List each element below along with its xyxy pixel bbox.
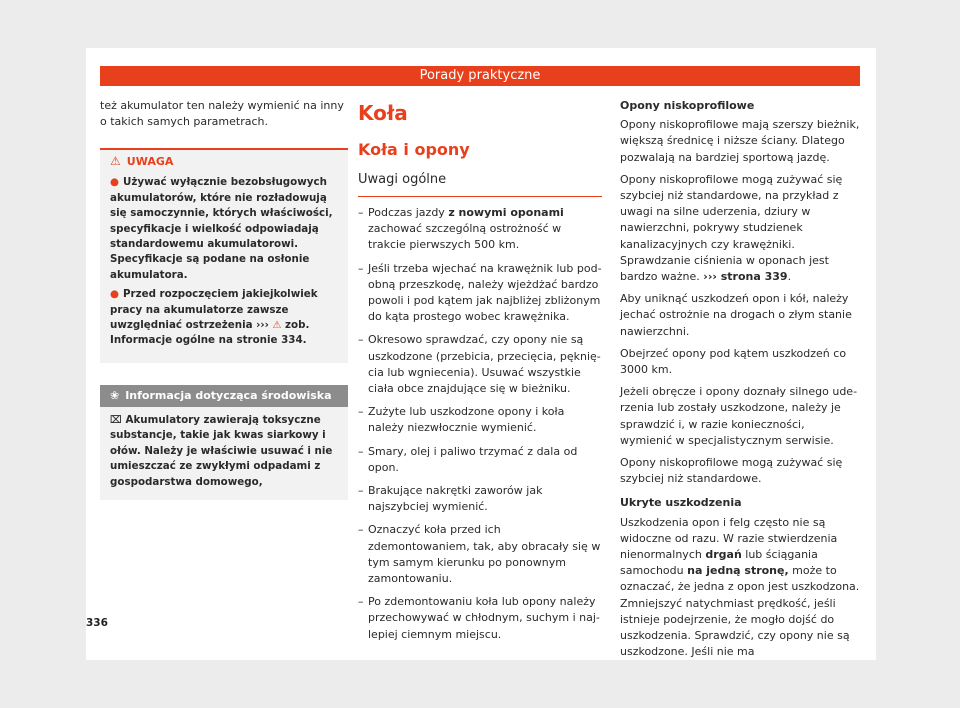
heading-wheels: Koła [358, 101, 408, 125]
environment-title: ❀ Informacja dotycząca środowiska [100, 385, 348, 407]
warning-box [100, 148, 348, 362]
column-right [620, 98, 860, 667]
paragraph: Opony niskoprofilowe mają szerszy bieżnik, większą średnicę i niższe ściany. Dlatego pozwalają na bardziej sportową jazdę. [620, 118, 860, 164]
dash-bullet: – [358, 595, 364, 609]
list-item: – Okresowo sprawdzać, czy opony nie są uszkodzone (przebicia, przecięcia, pęknięcia lub wgniecenia). Usuwać wszystkie ciała obce znajdujące się w bieżniku. [358, 333, 601, 396]
paragraph: Uszkodzenia opon i felg często nie są widoczne od razu. W razie stwierdzenia nienormalnych drgań lub ściągania samochodu na jedną stronę, może to oznaczać, że jedna z opon jest uszkodzona. Zmniejszyć natychmiast prędkość, jeśli istnieje podejrzenie, że mogło dojść do uszkodzenia. Sprawdzić, czy opony nie są uszkodzone. Jeśli nie ma [620, 515, 860, 659]
dash-bullet: – [358, 484, 364, 498]
paragraph: Opony niskoprofilowe mogą zużywać się szybciej niż standardowe, na przykład z uwagi na silne uderzenia, dziury w nawierzchni, pokrywy studzienek kanalizacyjnych czy krawężniki. Sprawdzanie ciśnienia w oponach jest bardzo ważne. ››› strona 339. [620, 172, 843, 284]
intro-paragraph: też akumulator ten należy wymienić na inny o takich samych parametrach. [100, 99, 344, 129]
warning-item: ● Używać wyłącznie bezobsługowych akumulatorów, które nie rozładowują się samoczynnie, których właściwości, specyfikacje i wielkość odpowiadają standardowemu akumulatorowi. Specyfikacje są podane na osłonie akumulatora. [110, 176, 333, 281]
column-middle [358, 98, 602, 650]
list-item: – Oznaczyć koła przed ich zdemontowaniem, tak, aby obracały się w tym samym kierunku po ponownym zamontowaniu. [358, 523, 601, 586]
heading-wheels-tyres: Koła i opony [358, 140, 470, 159]
list-item: – Brakujące nakrętki zaworów jak najszybciej wymienić. [358, 484, 543, 514]
list-item: – Podczas jazdy z nowymi oponami zachować szczególną ostrożność w trakcie pierwszych 500 km. [358, 206, 564, 252]
page-number: 336 [86, 617, 108, 629]
list-item: – Jeśli trzeba wjechać na krawężnik lub podobną przeszkodę, należy wjeżdżać bardzo powoli i pod kątem jak najbliżej zbliżonym do kąta prostego wobec krawężnika. [358, 261, 602, 324]
warning-triangle-icon: ⚠ [272, 320, 282, 332]
warning-triangle-icon: ⚠ [110, 154, 121, 169]
bullet-icon: ● [110, 288, 119, 301]
paragraph: Opony niskoprofilowe mogą zużywać się szybciej niż standardowe. [620, 456, 843, 486]
column-left [100, 98, 348, 500]
paragraph: Jeżeli obręcze i opony doznały silnego uderzenia lub zostały uszkodzone, należy je sprawdzić i, w razie konieczności, wymienić w specjalistycznym serwisie. [620, 385, 858, 447]
dash-bullet: – [358, 444, 364, 458]
dash-bullet: – [358, 523, 364, 537]
environment-body: ⌧ Akumulatory zawierają toksyczne substancje, takie jak kwas siarkowy i ołów. Należy je właściwie usuwać i nie umieszczać ze zwykłymi odpadami z gospodarstwa domowego, [110, 413, 333, 488]
recycle-bin-icon: ⌧ [110, 413, 122, 426]
environment-box [100, 385, 348, 500]
dash-bullet: – [358, 261, 364, 275]
list-item: – Zużyte lub uszkodzone opony i koła należy niezwłocznie wymienić. [358, 405, 565, 435]
dash-bullet: – [358, 206, 364, 219]
list-item: – Smary, olej i paliwo trzymać z dala od opon. [358, 444, 578, 474]
heading-general-notes: Uwagi ogólne [358, 170, 602, 197]
list-item: – Po zdemontowaniu koła lub opony należy przechowywać w chłodnym, suchym i najlepiej ciemnym miejscu. [358, 595, 600, 641]
subheading-hidden-damage: Ukryte uszkodzenia [620, 496, 742, 510]
dash-bullet: – [358, 333, 364, 347]
warning-item: ● Przed rozpoczęciem jakiejkolwiek pracy na akumulatorze zawsze uwzględniać ostrzeżenia ››› ⚠ zob. Informacje ogólne na stronie 334. [110, 288, 318, 347]
general-notes-list [358, 205, 602, 643]
section-header: Porady praktyczne [100, 66, 860, 86]
warning-title: ⚠ UWAGA [110, 150, 338, 173]
environment-leaf-icon: ❀ [110, 388, 120, 402]
paragraph: Aby uniknąć uszkodzeń opon i kół, należy jechać ostrożnie na drogach o złym stanie nawierzchni. [620, 292, 852, 338]
dash-bullet: – [358, 405, 364, 419]
paragraph: Obejrzeć opony pod kątem uszkodzeń co 3000 km. [620, 346, 847, 377]
page-ref-link[interactable]: ››› strona 339 [703, 270, 788, 284]
subheading-low-profile: Opony niskoprofilowe [620, 99, 755, 112]
warning-ref-link[interactable]: zob. Informacje ogólne na stronie 334. [110, 319, 310, 347]
bullet-icon: ● [110, 176, 119, 189]
